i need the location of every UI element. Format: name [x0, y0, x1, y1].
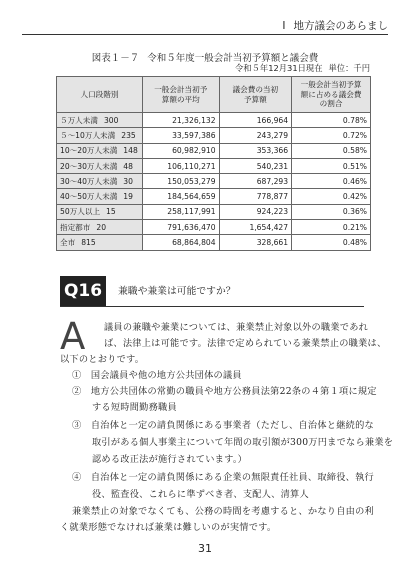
cell-assembly-cost: 924,223 [219, 204, 292, 219]
figure-caption: 令和５年度一般会計当初予算額と議会費 [147, 53, 319, 64]
answer-line: 兼業禁止の対象でなくても、公務の時間を考慮すると、かなり自由の利 [72, 506, 374, 517]
cell-ratio: 0.78% [292, 113, 371, 128]
cell-ratio: 0.72% [292, 128, 371, 143]
chapter-number: Ⅰ [282, 20, 286, 32]
answer-line: する短時間勤務職員 [92, 402, 177, 413]
answer-letter: A [60, 315, 86, 358]
answer-line: ③ 自治体と一定の請負関係にある事業者（ただし、自治体と継続的な [72, 420, 374, 431]
figure-label: 図表１－７ [91, 53, 140, 64]
answer-line: 議員の兼職や兼業については、兼業禁止対象以外の職業であれ [104, 322, 369, 333]
row-category: ５万人未満 300 [57, 113, 143, 128]
cell-assembly-cost: 540,231 [219, 158, 292, 173]
date-note: 令和５年12月31日現在 [235, 63, 323, 73]
answer-line: ② 地方公共団体の常勤の職員や地方公務員法第22条の４第１項に規定 [72, 386, 377, 397]
row-category: 30～40万人未満 30 [57, 174, 143, 189]
cell-ratio: 0.58% [292, 143, 371, 158]
table-row [57, 143, 371, 158]
cell-ratio: 0.51% [292, 158, 371, 173]
cell-budget-avg: 791,636,470 [142, 220, 219, 235]
table-row [57, 158, 371, 173]
row-category: 指定都市 20 [57, 220, 143, 235]
table-row [57, 189, 371, 204]
row-category: ５～10万人未満 235 [57, 128, 143, 143]
budget-table [56, 76, 371, 251]
cell-budget-avg: 106,110,271 [142, 158, 219, 173]
cell-budget-avg: 60,982,910 [142, 143, 219, 158]
row-category: 40～50万人未満 19 [57, 189, 143, 204]
cell-assembly-cost: 778,877 [219, 189, 292, 204]
table-row [57, 204, 371, 219]
cell-budget-avg: 150,053,279 [142, 174, 219, 189]
row-category: 20～30万人未満 48 [57, 158, 143, 173]
cell-budget-avg: 184,564,659 [142, 189, 219, 204]
cell-budget-avg: 21,326,132 [142, 113, 219, 128]
column-header: 一般会計当初予算額に占める議会費の割合 [292, 77, 371, 113]
cell-assembly-cost: 1,654,427 [219, 220, 292, 235]
cell-assembly-cost: 687,293 [219, 174, 292, 189]
table-row [57, 128, 371, 143]
answer-line: ば、法律上は可能です。法律で定められている兼業禁止の職業は、 [104, 338, 387, 349]
page-number: 31 [198, 542, 212, 555]
table-body [57, 113, 371, 251]
cell-ratio: 0.36% [292, 204, 371, 219]
row-category: 50万人以上 15 [57, 204, 143, 219]
cell-ratio: 0.42% [292, 189, 371, 204]
cell-budget-avg: 68,864,804 [142, 235, 219, 250]
column-header: 議会費の当初予算額 [219, 77, 292, 113]
answer-line: 認める改正法が施行されています。） [92, 454, 248, 465]
table-row [57, 113, 371, 128]
cell-ratio: 0.48% [292, 235, 371, 250]
answer-line: 以下のとおりです。 [60, 354, 145, 365]
row-category: 10～20万人未満 148 [57, 143, 143, 158]
column-header: 一般会計当初予算額の平均 [142, 77, 219, 113]
cell-ratio: 0.46% [292, 174, 371, 189]
cell-assembly-cost: 243,279 [219, 128, 292, 143]
answer-line: ① 国会議員や他の地方公共団体の議員 [72, 370, 242, 381]
answer-line: 役、監査役、これらに準ずべき者、支配人、清算人 [92, 489, 309, 500]
question-rule [60, 306, 364, 307]
figure-note [235, 62, 370, 74]
answer-line: ④ 自治体と一定の請負関係にある企業の無限責任社員、取締役、執行 [72, 472, 374, 483]
table-header-row [57, 77, 371, 113]
unit-note: 単位：千円 [328, 63, 370, 73]
cell-assembly-cost: 328,661 [219, 235, 292, 250]
column-header: 人口段階別 [57, 77, 143, 113]
chapter-title: 地方議会のあらまし [293, 20, 388, 32]
answer-line: 取引がある個人事業主について年間の取引額が300万円までなら兼業を [92, 437, 394, 448]
table-row [57, 174, 371, 189]
cell-ratio: 0.21% [292, 220, 371, 235]
table-row [57, 235, 371, 250]
row-category: 全市 815 [57, 235, 143, 250]
cell-budget-avg: 33,597,386 [142, 128, 219, 143]
table-row [57, 220, 371, 235]
cell-assembly-cost: 353,366 [219, 143, 292, 158]
answer-line: く就業形態でなければ兼業は難しいのが実情です。 [60, 522, 277, 533]
cell-assembly-cost: 166,964 [219, 113, 292, 128]
cell-budget-avg: 258,117,991 [142, 204, 219, 219]
question-badge: Q16 [60, 276, 106, 306]
header-rule [22, 34, 388, 35]
question-text: 兼職や兼業は可能ですか？ [118, 286, 236, 297]
chapter-header [282, 18, 388, 33]
